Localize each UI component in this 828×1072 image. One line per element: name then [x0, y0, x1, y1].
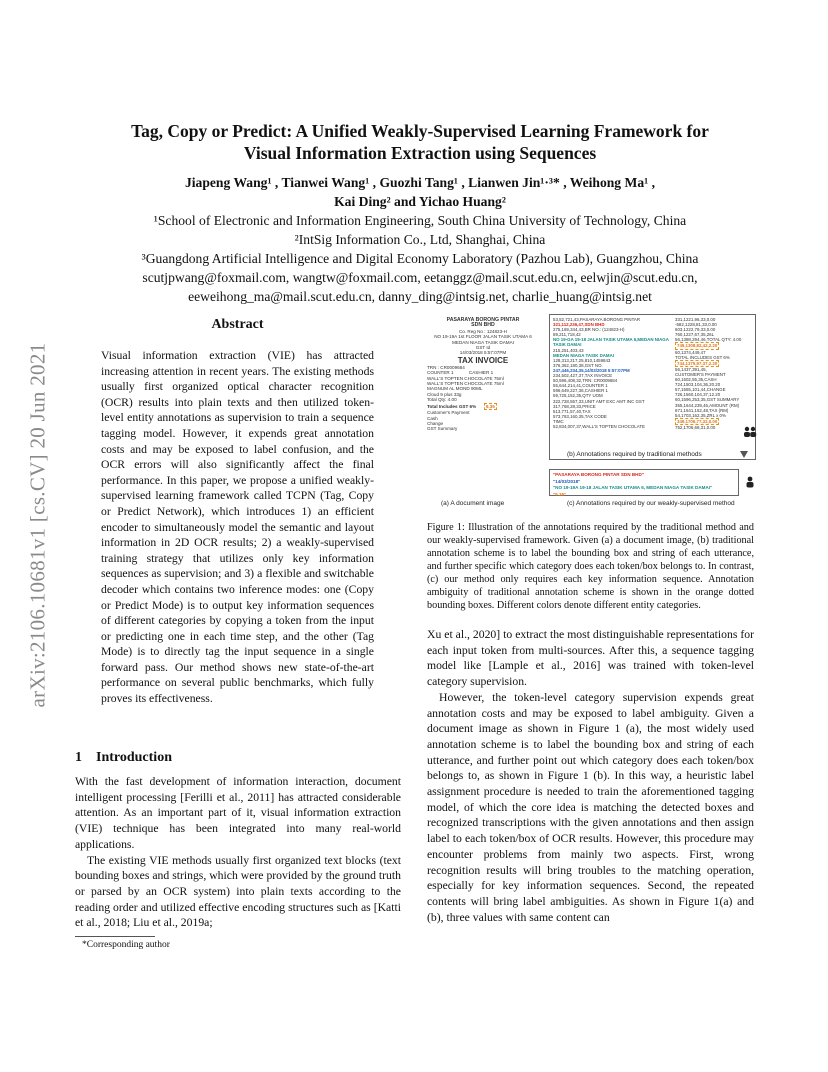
section-number: 1	[75, 750, 82, 765]
receipt-trn: TRN : CR0009684	[427, 364, 465, 370]
receipt-total-row	[427, 403, 539, 410]
paper-title	[70, 120, 770, 164]
ocr-line: 247,446,234,35,14/03/2018 5:57:07PM	[553, 367, 630, 373]
ocr-column-1	[553, 317, 673, 429]
ocr-line: 215,251,403,43	[553, 347, 584, 353]
ambiguous-value-box: 349,1706,77,32,0.00	[677, 418, 718, 424]
receipt-store: PASARAYA BORONG PINTAR	[446, 317, 520, 323]
ocr-line: 317,768,28,33,PRICE	[553, 403, 596, 409]
affiliation-1: ¹School of Electronic and Information Engineering, South China University of Technology, China	[153, 213, 687, 228]
ocr-line: CUSTOMER'S PAYMENT	[675, 371, 726, 377]
arrow-down-icon	[740, 451, 748, 458]
sequence-date: "14/03/2018"	[553, 478, 581, 484]
ocr-line: 57,1555,101,44,CHANGE	[675, 387, 726, 393]
receipt-doc-title: TAX INVOICE	[457, 355, 509, 365]
ocr-line: 56,1388,294,46,TOTAL QTY: 4.00	[675, 337, 742, 343]
ocr-line: 89,211,718,42	[553, 332, 581, 338]
receipt-small-line: MEDAN NIAGA TASIK DAMAI	[452, 339, 514, 345]
ocr-line: 671,1641,152,48,TAX (RM)	[675, 407, 729, 413]
author-block	[60, 173, 780, 306]
ocr-line: 596,649,227,36,CASHIER 1	[553, 388, 608, 394]
ocr-line: TIMC	[553, 418, 564, 424]
right-column-body	[427, 627, 754, 925]
sequence-company: "PASARAYA BORONG PINTAR SDN BHD"	[553, 472, 644, 477]
receipt-date: 14/03/2018 5:57:07PM	[459, 350, 507, 356]
figure-caption: Figure 1: Illustration of the annotations required by the traditional method and our weakly-supervised framework. Given (a) a document image, (b) traditional annotation scheme is to label the bounding box and string of each utterance, and further specific which category does each token/box belongs to. In contrast, (c) our method only requires each key information sequence. Annotation ambiguity of traditional annotation scheme is shown in the orange dotted bounding boxes. Different colors denote different entity categories.	[427, 522, 754, 611]
ocr-line: 234,502,427,37,TAX INVOICE	[553, 373, 613, 379]
section-heading	[75, 750, 172, 766]
ocr-line: 60,1502,55,35,CASH	[675, 377, 717, 383]
sequence-address: "NO 19-19A 19-18 JALAN TASIK UTAMA 6, MEDAN NIAGA TASIK DAMAI"	[553, 485, 713, 490]
figure-1	[427, 314, 757, 510]
ocr-line: 53,52,721,43,PASARAYA BORONG PINTAR	[553, 317, 641, 322]
receipt-payment: Customer's Payment	[427, 410, 470, 416]
ocr-line: MEDAN NIAGA TASIK DAMAI	[553, 352, 614, 358]
authors-line-1: Jiapeng Wang¹ , Tianwei Wang¹ , Guozhi Tang¹ , Lianwen Jin¹·³* , Weihong Ma¹ ,	[184, 175, 656, 190]
ocr-line: 55,644,214,41,COUNTER 1	[553, 383, 608, 389]
ocr-line: 54,1703,162,35,ZRL x 0%	[675, 412, 726, 418]
ocr-line: 376,362,180,38,GST NO.	[553, 362, 603, 368]
ocr-line: 128,313,217,25,810,1459843	[553, 357, 611, 363]
ocr-line	[675, 360, 753, 367]
receipt-total-qty: Total Qty: 4.00	[427, 397, 457, 403]
receipt-item: WALL'S TOPTEN CHOCOLATE 75ml	[427, 375, 504, 381]
footnote: *Corresponding author	[82, 940, 170, 950]
section-title: Introduction	[96, 750, 172, 765]
receipt-small-line: NO 19-19A 1st FLOOR JALAN TASIK UTAMA 6	[434, 334, 532, 340]
ocr-line: 760,1227,67,35,26L	[675, 332, 715, 338]
intro-paragraph-1: With the fast development of information interaction, document intelligent processing [Ferilli et al., 2011] has attracted considerable attention. As an important part of it, visual information extraction (VIE) technique has been integrated into many real-world applications.	[75, 775, 401, 851]
receipt-image	[427, 318, 539, 498]
ocr-line: 355,1644,239,46,AMOUNT (RM)	[675, 402, 740, 408]
ocr-line: 275,169,344,43,BR NO.: (124823-H)	[553, 327, 625, 333]
abstract-heading: Abstract	[211, 317, 264, 332]
traditional-annotation-panel	[549, 314, 756, 460]
ocr-line: TOTAL INCLUDES GST 6%	[675, 354, 730, 360]
ocr-line: 60,1596,253,35,GST SUMMARY	[675, 397, 740, 403]
receipt-total-incl: Total Includes GST 6%	[427, 403, 477, 409]
authors-line-2: Kai Ding² and Yichao Huang²	[334, 194, 506, 209]
ocr-line: 726,1560,104,37,12.20	[675, 392, 721, 398]
receipt-item: Cloud 9 plus 33g	[427, 391, 462, 397]
ocr-line: 52,834,007,37,WALL'S TOPTEN CHOCOLATE	[553, 423, 645, 429]
receipt-company: SDN BHD	[471, 322, 495, 329]
receipt-cash: Cash	[427, 415, 438, 421]
ocr-line: 50,596,408,32,TRN: CR0009684	[553, 378, 618, 384]
ocr-line: 59,725,152,35,QTY UOM	[553, 393, 603, 399]
sequence-total: "9.35"	[553, 491, 567, 497]
annotator-person-icon	[743, 476, 757, 488]
receipt-gst-summary: GST Summary	[427, 426, 458, 432]
ocr-line: 331,1221,96,33,0.00	[675, 317, 716, 322]
ambiguous-value-box: 749,1308,82,42,2.20	[677, 343, 718, 349]
ocr-line: 513,771,57,40,TAX	[553, 408, 591, 414]
title-line-1: Tag, Copy or Predict: A Unified Weakly-Supervised Learning Framework for	[131, 121, 709, 141]
ocr-line: 573,763,160,35,TAX CODE	[553, 413, 607, 419]
title-line-2: Visual Information Extraction using Sequences	[243, 143, 597, 163]
receipt-item: WALL'S TOPTEN CHOCOLATE 75ml	[427, 381, 504, 387]
intro-paragraph-2: The existing VIE methods usually first organized text blocks (text bounding boxes and strings, which were provided by the ground truth or parsed by an OCR system) into plain texts according to the reading order and utilized effective encoding structures such as [Katti et al., 2018; Liu et al., 2019a;	[75, 853, 401, 930]
receipt-small-line: GST Id	[475, 345, 491, 351]
caption-c: (c) Annotations required by our weakly-supervised method	[567, 500, 735, 507]
caption-a: (a) A document image	[441, 500, 505, 507]
receipt-total-value: 9.35	[485, 403, 495, 409]
emails-line-2: eeweihong_ma@mail.scut.edu.cn, danny_ding@intsig.net, charlie_huang@intsig.net	[188, 289, 652, 304]
right-paragraph-2: However, the token-level category supervision expends great annotation costs and may be exposed to label ambiguity. Given a document image as shown in Figure 1 (a), the most widely used annotation scheme is to label the bounding box and string of each utterance, and further point out which category does each token/box belongs to, as shown in Figure 1 (b). In this way, a heuristic label assignment procedure is needed to train the aforementioned tagging model, of which the core idea is matching the detected boxes and recognized transcriptions with the given annotations and then assign label to each token/box of OCR results. However, this procedure may encounter problems from mainly two aspects. First, wrong recognition results will bring troubles to the matching operation, especially for key information sequences. Second, the repeated contents will bring label ambiguities. As shown in Figure 1(a) and (b), three values with same content can	[427, 690, 754, 924]
abstract-text: Visual information extraction (VIE) has attracted increasing attention in recent years. The existing methods usually first organized optical character recognition (OCR) results into plain texts and then utilized token-level entity annotations as supervision to train a sequence tagging model. However, it expends great annotation costs and may be exposed to label confusion, and the OCR errors will also significantly affect the final performance. In this paper, we propose a unified weakly-supervised learning framework called TCPN (Tag, Copy or Predict Network), which introduces 1) an efficient encoder to simultaneously model the semantic and layout information in 2D OCR results; 2) a weakly-supervised training strategy that utilizes only key information sequences as supervision; and 3) a flexible and switchable decoder which contains two inference modes: one (Copy or Predict Mode) is to output key information sequences of different categories by copying a token from the input or predicting one in each time step, and the other (Tag Mode) is to directly tag the input sequence in a single forward pass. Our method shows new state-of-the-art performance on several public benchmarks, which fully proves its effectiveness.	[101, 349, 374, 706]
receipt-cashier: CASHIER 1	[468, 370, 494, 376]
ocr-line: 724,1503,104,36,20.20	[675, 382, 721, 388]
ocr-line	[675, 342, 753, 349]
ocr-line: -582,1228,81,33,0.00	[675, 322, 717, 328]
ocr-line: NO 19-GA 19-18 JALAN TASIK UTAMA 6,MEDAN NIAGA TASIK DAMAI	[553, 337, 669, 348]
ambiguous-value-box: 744,1375,97,37,2.20	[677, 360, 718, 366]
annotator-people-icon	[743, 426, 757, 438]
receipt-change: Change	[427, 420, 444, 426]
affiliation-3: ³Guangdong Artificial Intelligence and Digital Economy Laboratory (Pazhou Lab), Guangzhou, China	[141, 251, 699, 266]
arxiv-stamp	[18, 290, 58, 760]
right-paragraph-1: Xu et al., 2020] to extract the most distinguishable representations for each input token from multi-sources. After this, a sequence tagging model like [Lample et al., 2016] was trained with token-level category supervision.	[427, 628, 754, 689]
ocr-line: 322,728,557,33,UNIT AMT EXC AMT INC GST	[553, 398, 645, 404]
footnote-rule	[75, 936, 155, 937]
left-column-body	[75, 774, 401, 931]
receipt-item: MAGNUM AL MOND 90ML	[427, 386, 483, 392]
ocr-line: 60,1374,449,47	[675, 349, 706, 355]
ocr-line: 603,1222,79,33,0.00	[675, 327, 716, 333]
ocr-line: 321,112,236,47,SDN BHD	[553, 322, 605, 328]
receipt-counter: COUNTER 1	[427, 370, 454, 376]
ocr-line: 752,1706,68,31,0.00	[675, 424, 716, 430]
affiliation-2: ²IntSig Information Co., Ltd, Shanghai, China	[294, 232, 546, 247]
arxiv-id: arXiv:2106.10681v1 [cs.CV] 20 Jun 2021	[25, 342, 50, 708]
weak-supervision-panel	[549, 469, 739, 496]
emails-line-1: scutjpwang@foxmail.com, wangtw@foxmail.com, eetanggz@mail.scut.edu.cn, eelwjin@scut.edu.cn,	[142, 270, 698, 285]
ocr-column-2	[675, 317, 753, 430]
caption-b: (b) Annotations required by traditional methods	[567, 451, 702, 458]
ocr-line	[675, 418, 753, 425]
receipt-small-line: Co. Reg No : 124823-H	[458, 328, 507, 334]
ocr-line: 56,1437,391,45,	[675, 366, 707, 372]
